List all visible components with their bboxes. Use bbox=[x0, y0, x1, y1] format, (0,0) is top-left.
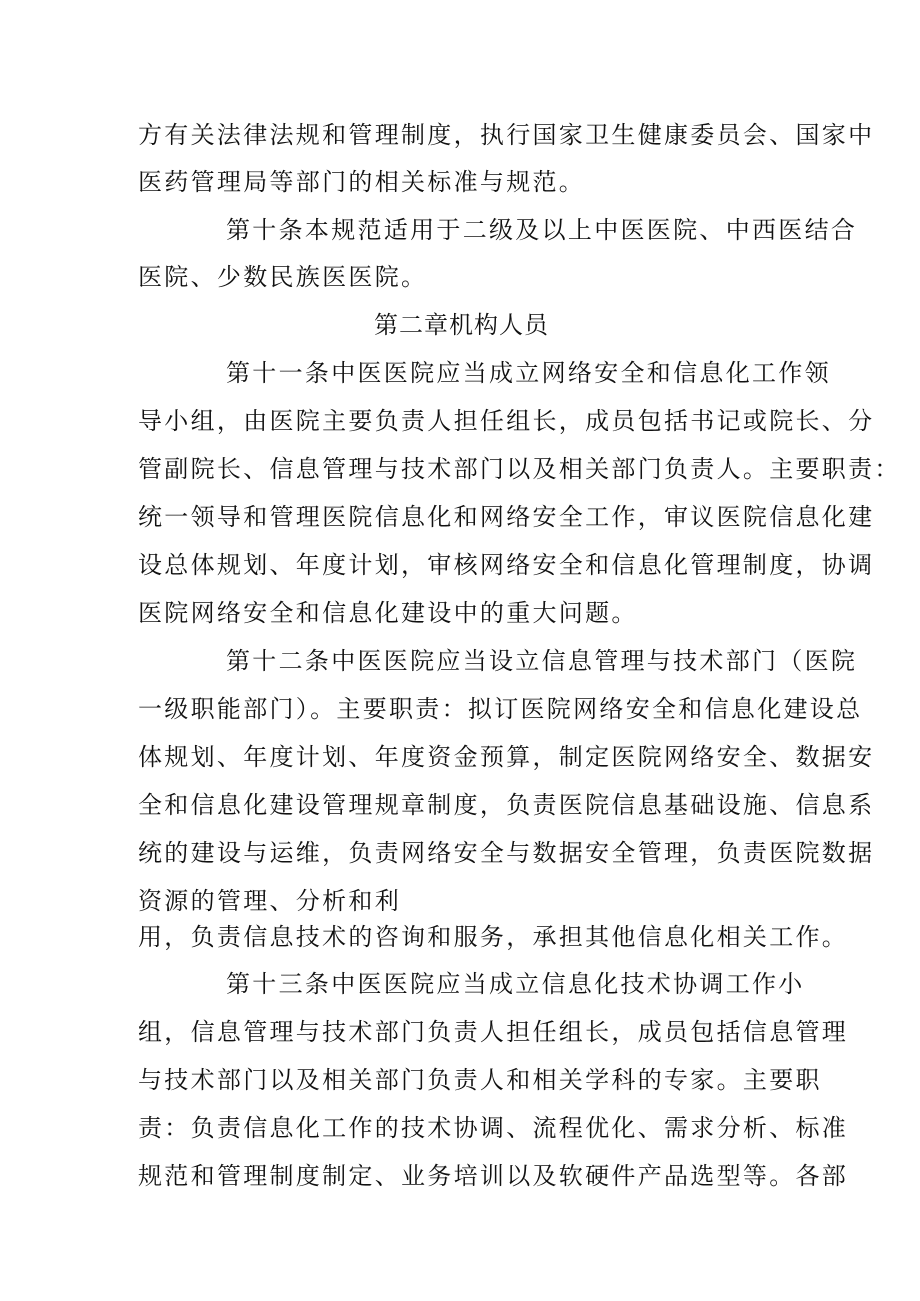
text-line: 医院、少数民族医医院。 bbox=[138, 263, 428, 291]
text-line: 导小组，由医院主要负责人担任组长，成员包括书记或院长、分 bbox=[138, 407, 875, 435]
text-line: 组，信息管理与技术部门负责人担任组长，成员包括信息管理 bbox=[138, 1018, 849, 1046]
text-line: 责：负责信息化工作的技术协调、流程优化、需求分析、标准 bbox=[138, 1114, 849, 1142]
paragraph-article-12-start: 第十二条中医医院应当设立信息管理与技术部门（医院 bbox=[226, 647, 858, 675]
text-line: 管副院长、信息管理与技术部门以及相关部门负责人。主要职责： bbox=[138, 455, 901, 483]
text-line: 设总体规划、年度计划，审核网络安全和信息化管理制度，协调 bbox=[138, 551, 875, 579]
paragraph-article-13-start: 第十三条中医医院应当成立信息化技术协调工作小 bbox=[226, 970, 805, 998]
text-line: 用，负责信息技术的咨询和服务，承担其他信息化相关工作。 bbox=[138, 923, 849, 951]
text-line: 方有关法律法规和管理制度，执行国家卫生健康委员会、国家中 bbox=[138, 121, 875, 149]
chapter-heading: 第二章机构人员 bbox=[374, 311, 549, 339]
text-line: 统的建设与运维，负责网络安全与数据安全管理，负责医院数据 bbox=[138, 839, 875, 867]
text-line: 规范和管理制度制定、业务培训以及软硬件产品选型等。各部 bbox=[138, 1162, 849, 1190]
text-line: 一级职能部门）。主要职责：拟订医院网络安全和信息化建设总 bbox=[138, 695, 863, 723]
paragraph-article-11-start: 第十一条中医医院应当成立网络安全和信息化工作领 bbox=[226, 359, 831, 387]
text-line: 医药管理局等部门的相关标准与规范。 bbox=[138, 168, 586, 196]
text-line: 统一领导和管理医院信息化和网络安全工作，审议医院信息化建 bbox=[138, 503, 875, 531]
text-line: 全和信息化建设管理规章制度，负责医院信息基础设施、信息系 bbox=[138, 791, 875, 819]
text-line: 医院网络安全和信息化建设中的重大问题。 bbox=[138, 599, 638, 627]
text-line: 体规划、年度计划、年度资金预算，制定医院网络安全、数据安 bbox=[138, 743, 875, 771]
text-line: 资源的管理、分析和利 bbox=[138, 887, 401, 915]
text-line: 与技术部门以及相关部门负责人和相关学科的专家。主要职 bbox=[138, 1066, 822, 1094]
paragraph-article-10-start: 第十条本规范适用于二级及以上中医医院、中西医结合 bbox=[226, 216, 858, 244]
